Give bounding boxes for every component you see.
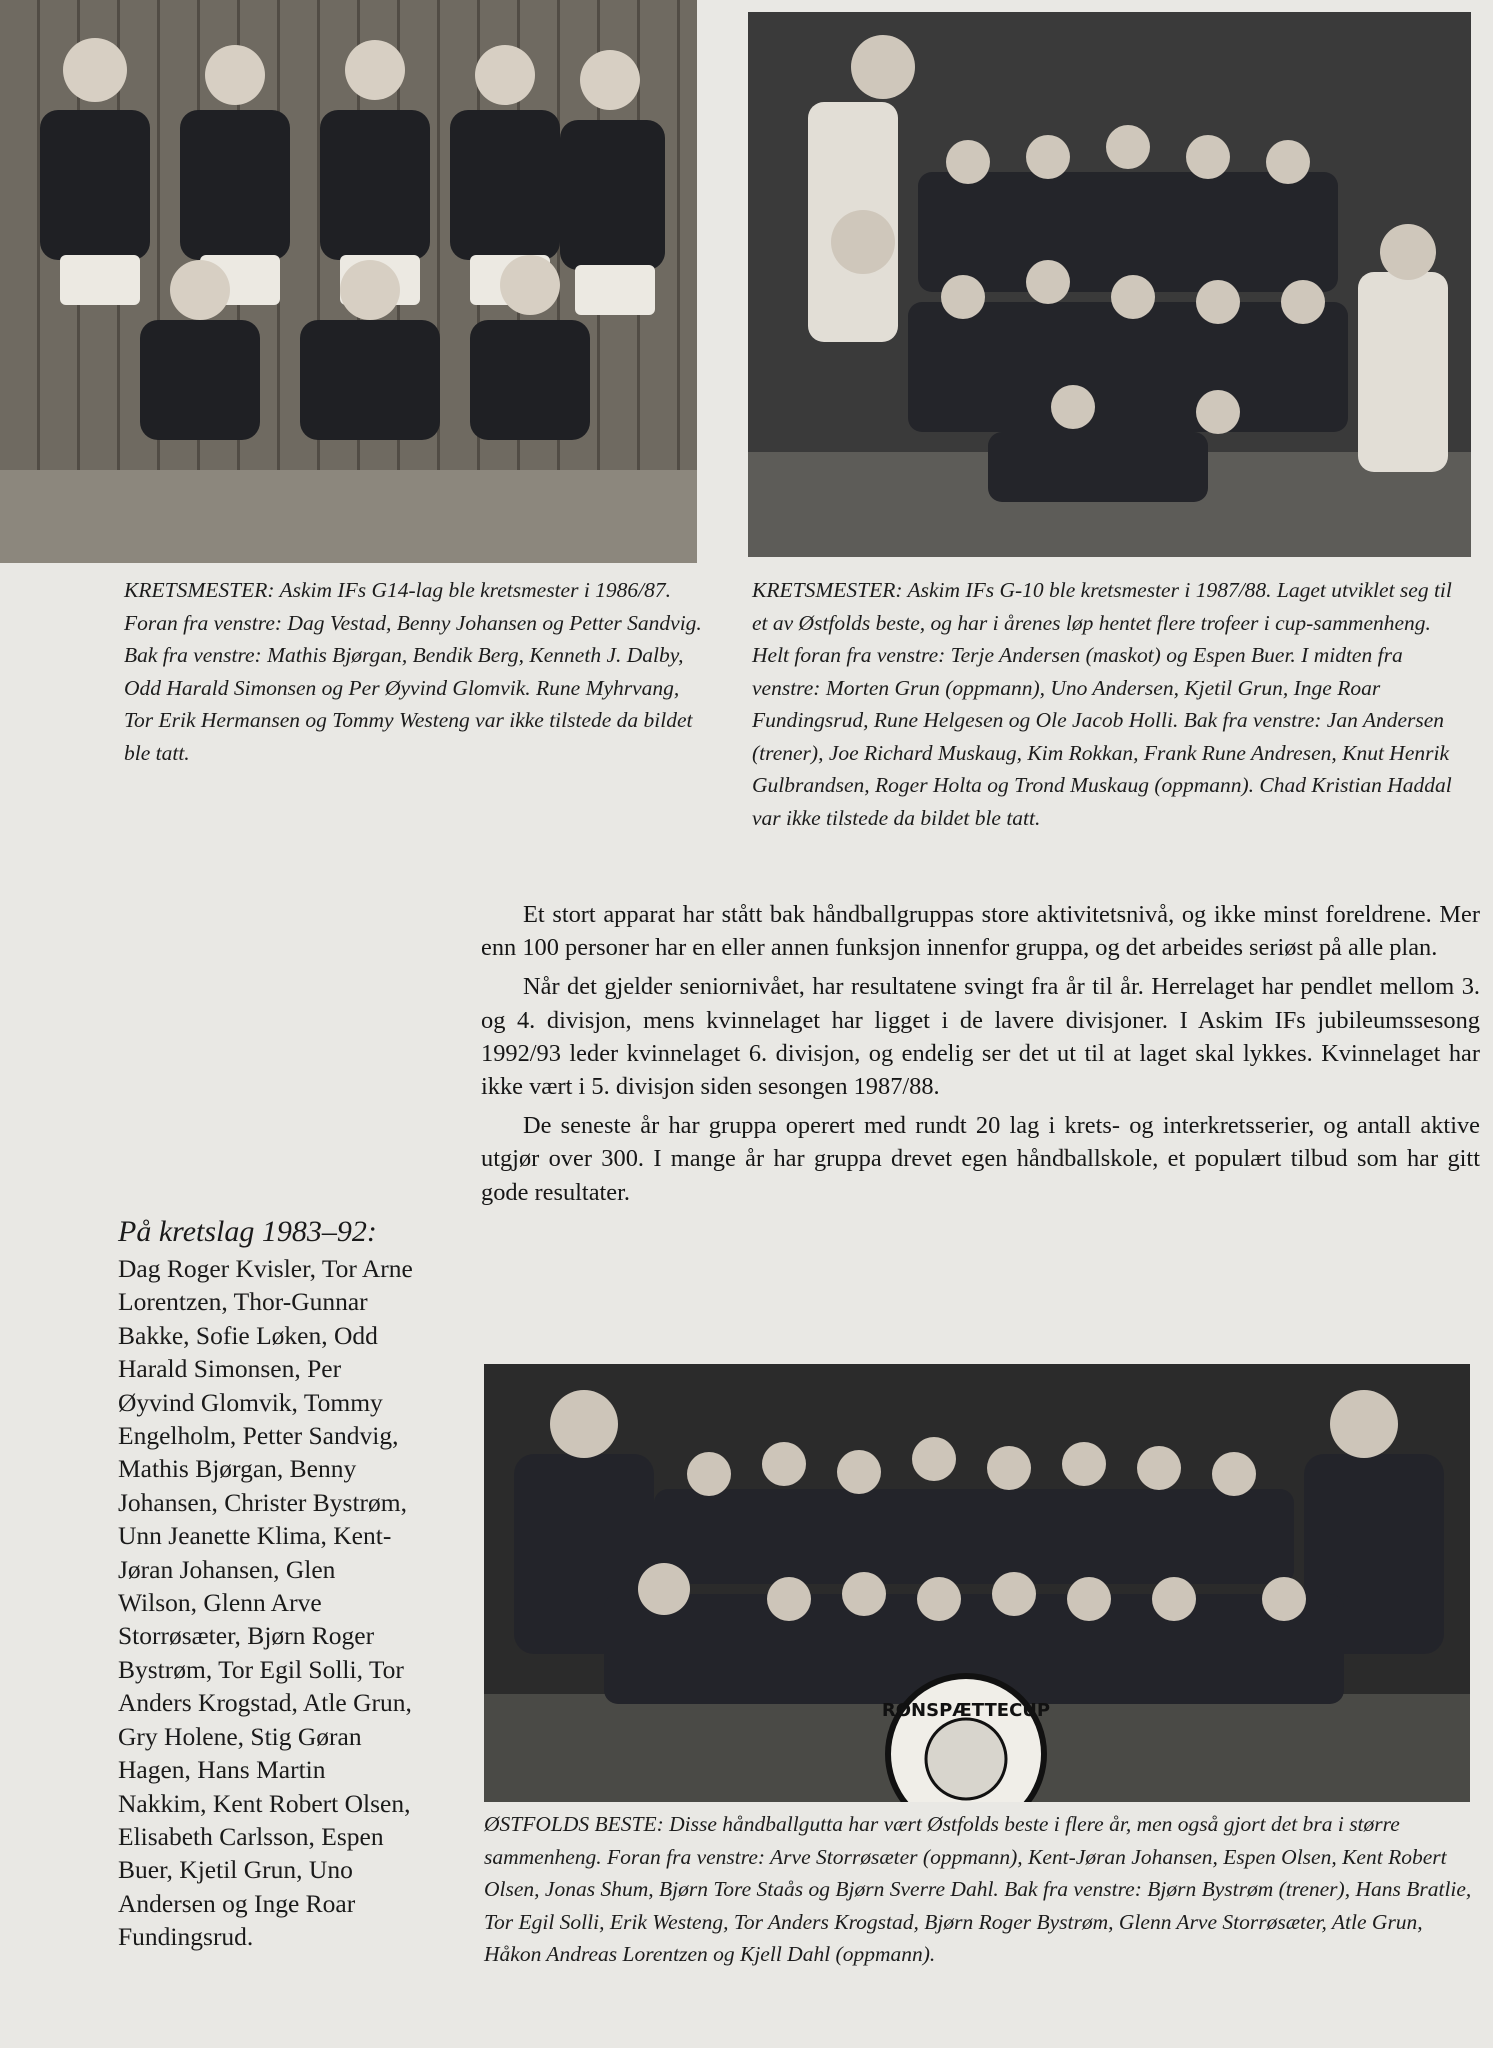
- show-through-text: [108, 800, 358, 833]
- photo-g10-team: [748, 12, 1471, 557]
- caption-g14-lead: KRETSMESTER:: [124, 578, 275, 602]
- caption-ostfold-lead: ØSTFOLDS BESTE:: [484, 1812, 664, 1836]
- photo-ostfold-illustration: [484, 1364, 1470, 1802]
- body-paragraph: Et stort apparat har stått bak håndballgruppas store aktivitetsnivå, og ikke minst foreldrene. Mer enn 100 personer har en eller annen funksjon innenfor gruppa, og det arbeides seriøst på alle plan.: [481, 901, 1480, 962]
- photo-g10-illustration: [748, 12, 1471, 557]
- caption-g14-text: Askim IFs G14-lag ble kretsmester i 1986/87. Foran fra venstre: Dag Vestad, Benny Johansen og Petter Sandvig. Bak fra venstre: Mathis Bjørgan, Bendik Berg, Kenneth J. Dalby, Odd Harald Simonsen og Per Øyvind Glomvik. Rune Myhrvang, Tor Erik Hermansen og Tommy Westeng var ikke tilstede da bildet ble tatt.: [124, 578, 702, 765]
- caption-g10-lead: KRETSMESTER:: [752, 578, 903, 602]
- article-body: [481, 898, 1480, 1215]
- photo-ostfold-team: [484, 1364, 1470, 1802]
- caption-g10: [752, 574, 1472, 834]
- sidebar-names: Dag Roger Kvisler, Tor Arne Lorentzen, Thor-Gunnar Bakke, Sofie Løken, Odd Harald Simonsen, Per Øyvind Glomvik, Tommy Engelholm, Petter Sandvig, Mathis Bjørgan, Benny Johansen, Christer Bystrøm, Unn Jeanette Klima, Kent-Jøran Johansen, Glen Wilson, Glenn Arve Storrøsæter, Bjørn Roger Bystrøm, Tor Egil Solli, Tor Anders Krogstad, Atle Grun, Gry Holene, Stig Gøran Hagen, Hans Martin Nakkim, Kent Robert Olsen, Elisabeth Carlsson, Espen Buer, Kjetil Grun, Uno Andersen og Inge Roar Fundingsrud.: [118, 1254, 413, 1952]
- caption-ostfold-text: Disse håndballgutta har vært Østfolds beste i flere år, men også gjort det bra i større sammenheng. Foran fra venstre: Arve Storrøsæter (oppmann), Kent-Jøran Johansen, Espen Olsen, Kent Robert Olsen, Jonas Shum, Bjørn Tore Staås og Bjørn Sverre Dahl. Bak fra venstre: Bjørn Bystrøm (trener), Hans Bratlie, Tor Egil Solli, Erik Westeng, Tor Anders Krogstad, Bjørn Roger Bystrøm, Glenn Arve Storrøsæter, Atle Grun, Håkon Andreas Lorentzen og Kjell Dahl (oppmann).: [484, 1812, 1472, 1966]
- caption-ostfold: [484, 1808, 1474, 1971]
- photo-g14-team: [0, 0, 697, 563]
- sidebar-kretslag: [118, 1214, 418, 1954]
- body-paragraph: Når det gjelder seniornivået, har resultatene svingt fra år til år. Herrelaget har pendlet mellom 3. og 4. divisjon, mens kvinnelaget har ligget i de lavere divisjoner. I Askim IFs jubileumssesong 1992/93 leder kvinnelaget 6. divisjon, og endelig ser det ut til at laget skal lykkes. Kvinnelaget har ikke vært i 5. divisjon siden sesongen 1987/88.: [481, 973, 1480, 1101]
- caption-g10-text: Askim IFs G-10 ble kretsmester i 1987/88. Laget utviklet seg til et av Østfolds beste, og har i årenes løp hentet flere trofeer i cup-sammenheng. Helt foran fra venstre: Terje Andersen (maskot) og Espen Buer. I midten fra venstre: Morten Grun (oppmann), Uno Andersen, Kjetil Grun, Inge Roar Fundingsrud, Rune Helgesen og Ole Jacob Holli. Bak fra venstre: Jan Andersen (trener), Joe Richard Muskaug, Kim Rokkan, Frank Rune Andresen, Knut Henrik Gulbrandsen, Roger Holta og Trond Muskaug (oppmann). Chad Kristian Haddal var ikke tilstede da bildet ble tatt.: [752, 578, 1452, 830]
- sidebar-heading: På kretslag 1983–92:: [118, 1215, 377, 1248]
- body-paragraph: De seneste år har gruppa operert med rundt 20 lag i krets- og interkretsserier, og antall aktive utgjør over 300. I mange år har gruppa drevet egen håndballskole, et populært tilbud som har gitt gode resultater.: [481, 1112, 1480, 1206]
- photo-g14-illustration: [0, 0, 697, 563]
- caption-g14: [124, 574, 709, 769]
- badge-label: RONSPÆTTECUP: [881, 1700, 1051, 1721]
